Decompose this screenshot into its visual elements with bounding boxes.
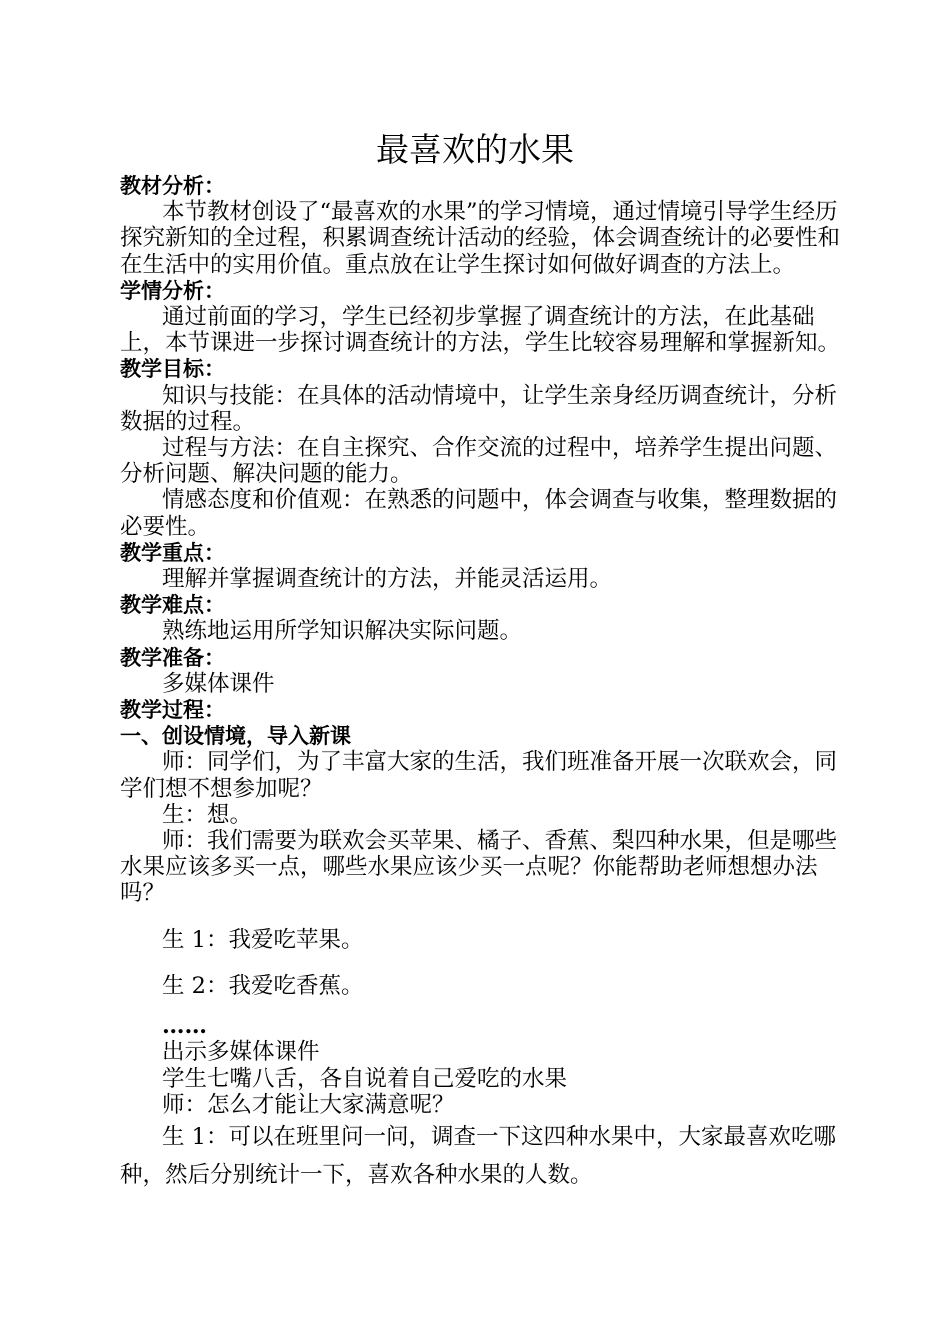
paragraph-key: 理解并掌握调查统计的方法，并能灵活运用。: [162, 566, 613, 593]
document-body: [120, 173, 840, 1194]
dialogue-line: 生 1：可以在班里问一问，调查一下这四种水果中，大家最喜欢吃哪种，然后分别统计一下，喜欢各种水果的人数。: [120, 1123, 836, 1188]
dialogue-line: 师：我们需要为联欢会买苹果、橘子、香蕉、梨四种水果，但是哪些水果应该多买一点，哪些水果应该少买一点呢？你能帮助老师想想办法吗？: [120, 828, 838, 907]
paragraph-students: 通过前面的学习，学生已经初步掌握了调查统计的方法，在此基础上，本节课进一步探讨调查统计的方法，学生比较容易理解和掌握新知。: [120, 304, 841, 357]
paragraph-difficulty: 熟练地运用所学知识解决实际问题。: [162, 618, 523, 645]
dialogue-line: 生 1：我爱吃苹果。: [162, 926, 364, 953]
section-heading-difficulty: 教学难点：: [120, 593, 225, 618]
dialogue-line: 生 2：我爱吃香蕉。: [162, 972, 364, 999]
paragraph-prep: 多媒体课件: [162, 670, 275, 697]
document-title: 最喜欢的水果: [376, 130, 574, 169]
paragraph-goal-knowledge: 知识与技能：在具体的活动情境中，让学生亲身经历调查统计，分析数据的过程。: [120, 382, 838, 435]
paragraph-goal-process: 过程与方法：在自主探究、合作交流的过程中，培养学生提出问题、分析问题、解决问题的能力。: [120, 435, 838, 488]
section-heading-students: 学情分析：: [120, 278, 225, 303]
section-heading-materials: 教材分析：: [120, 174, 225, 198]
dialogue-line: 学生七嘴八舌，各自说着自己爱吃的水果: [162, 1065, 568, 1092]
ellipsis-line: ……: [162, 1013, 207, 1040]
paragraph-materials: 本节教材创设了“最喜欢的水果”的学习情境，通过情境引导学生经历探究新知的全过程，积累调查统计活动的经验，体会调查统计的必要性和在生活中的实用价值。重点放在让学生探讨如何做好调查的方法上。: [120, 199, 841, 278]
dialogue-line: 师：怎么才能让大家满意呢？: [162, 1091, 455, 1118]
dialogue-line: 师：同学们，为了丰富大家的生活，我们班准备开展一次联欢会，同学们想不想参加呢？: [120, 749, 838, 802]
dialogue-line: 生：想。: [162, 801, 253, 828]
step-heading-intro: 一、创设情境，导入新课: [120, 724, 351, 749]
section-heading-goals: 教学目标：: [120, 357, 225, 382]
section-heading-process: 教学过程：: [120, 698, 225, 723]
section-heading-prep: 教学准备：: [120, 645, 225, 670]
paragraph-goal-attitude: 情感态度和价值观：在熟悉的问题中，体会调查与收集，整理数据的必要性。: [120, 487, 838, 540]
dialogue-line: 出示多媒体课件: [162, 1039, 320, 1066]
section-heading-key: 教学重点：: [120, 540, 225, 565]
